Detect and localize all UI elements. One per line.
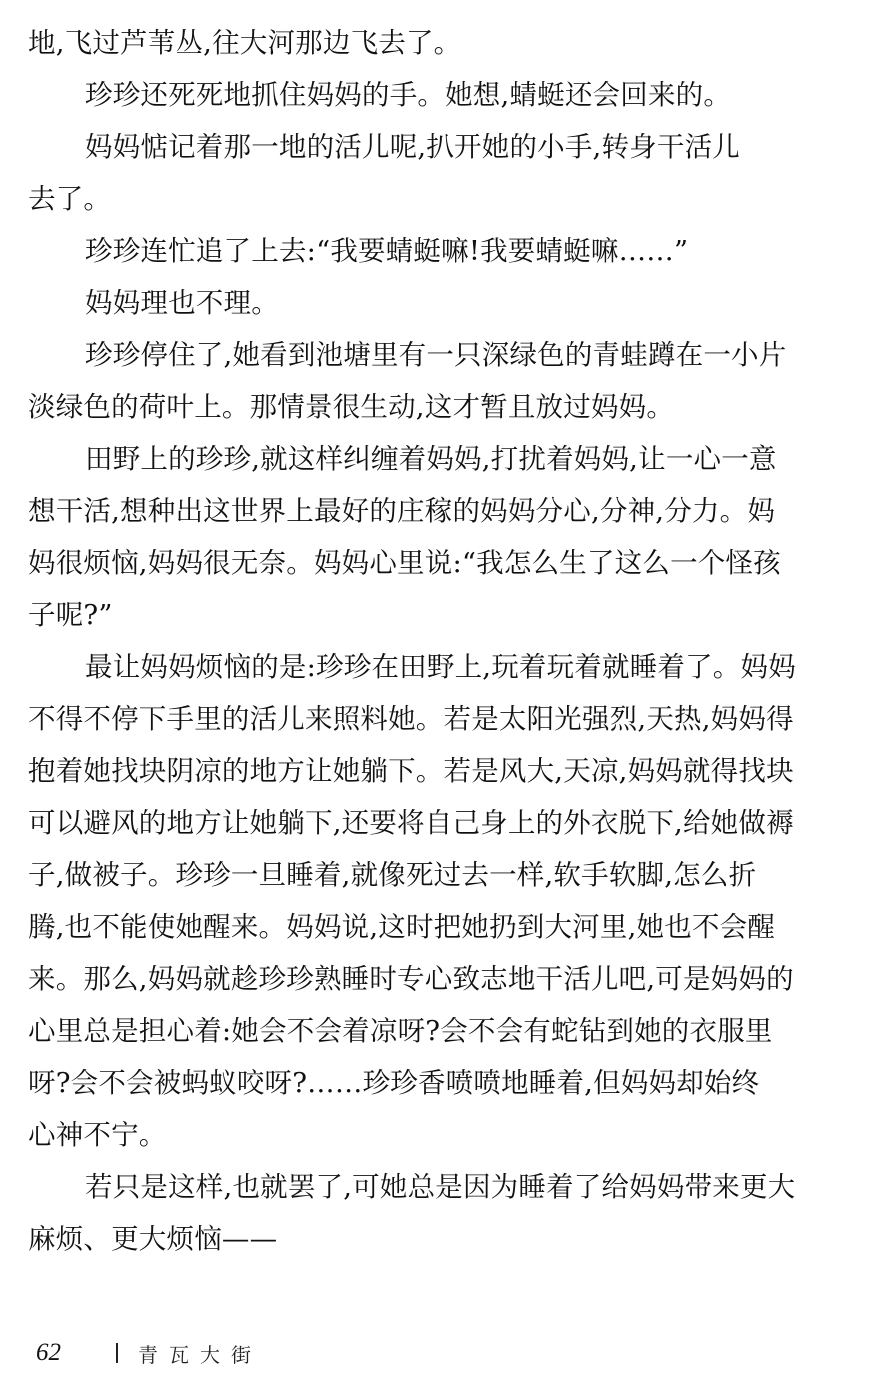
text-line: 子,做被子。珍珍一旦睡着,就像死过去一样,软手软脚,怎么折: [28, 859, 757, 891]
text-line: 珍珍连忙追了上去:“我要蜻蜓嘛!我要蜻蜓嘛……”: [85, 235, 689, 267]
text-line: 地,飞过芦苇丛,往大河那边飞去了。: [28, 27, 462, 59]
footer-divider: [116, 1343, 118, 1363]
text-line: 妈妈惦记着那一地的活儿呢,扒开她的小手,转身干活儿: [85, 131, 740, 163]
page-footer: [36, 1333, 262, 1373]
text-line: 去了。: [28, 183, 112, 215]
text-line: 可以避风的地方让她躺下,还要将自己身上的外衣脱下,给她做褥: [28, 807, 794, 839]
text-line: 心里总是担心着:她会不会着凉呀?会不会有蛇钻到她的衣服里: [28, 1015, 773, 1047]
text-line: 若只是这样,也就罢了,可她总是因为睡着了给妈妈带来更大: [85, 1171, 796, 1203]
text-line: 最让妈妈烦恼的是:珍珍在田野上,玩着玩着就睡着了。妈妈: [85, 651, 796, 683]
text-line: 呀?会不会被蚂蚁咬呀?……珍珍香喷喷地睡着,但妈妈却始终: [28, 1067, 760, 1099]
text-line: 子呢?”: [28, 599, 113, 631]
book-title: 青瓦大街: [138, 1342, 262, 1367]
page-number: 62: [36, 1339, 61, 1366]
text-line: 心神不宁。: [28, 1119, 167, 1151]
text-line: 妈很烦恼,妈妈很无奈。妈妈心里说:“我怎么生了这么一个怪孩: [28, 547, 781, 579]
page-body: [28, 17, 844, 1265]
text-line: 妈妈理也不理。: [85, 287, 279, 319]
text-line: 腾,也不能使她醒来。妈妈说,这时把她扔到大河里,她也不会醒: [28, 911, 776, 943]
text-line: 珍珍停住了,她看到池塘里有一只深绿色的青蛙蹲在一小片: [85, 339, 787, 371]
text-line: 不得不停下手里的活儿来照料她。若是太阳光强烈,天热,妈妈得: [28, 703, 794, 735]
text-line: 抱着她找块阴凉的地方让她躺下。若是风大,天凉,妈妈就得找块: [28, 755, 794, 787]
text-line: 珍珍还死死地抓住妈妈的手。她想,蜻蜓还会回来的。: [85, 79, 732, 111]
text-line: 田野上的珍珍,就这样纠缠着妈妈,打扰着妈妈,让一心一意: [85, 443, 777, 475]
text-line: 淡绿色的荷叶上。那情景很生动,这才暂且放过妈妈。: [28, 391, 675, 423]
text-line: 麻烦、更大烦恼——: [28, 1223, 278, 1255]
text-line: 来。那么,妈妈就趁珍珍熟睡时专心致志地干活儿吧,可是妈妈的: [28, 963, 794, 995]
text-line: 想干活,想种出这世界上最好的庄稼的妈妈分心,分神,分力。妈: [28, 495, 776, 527]
